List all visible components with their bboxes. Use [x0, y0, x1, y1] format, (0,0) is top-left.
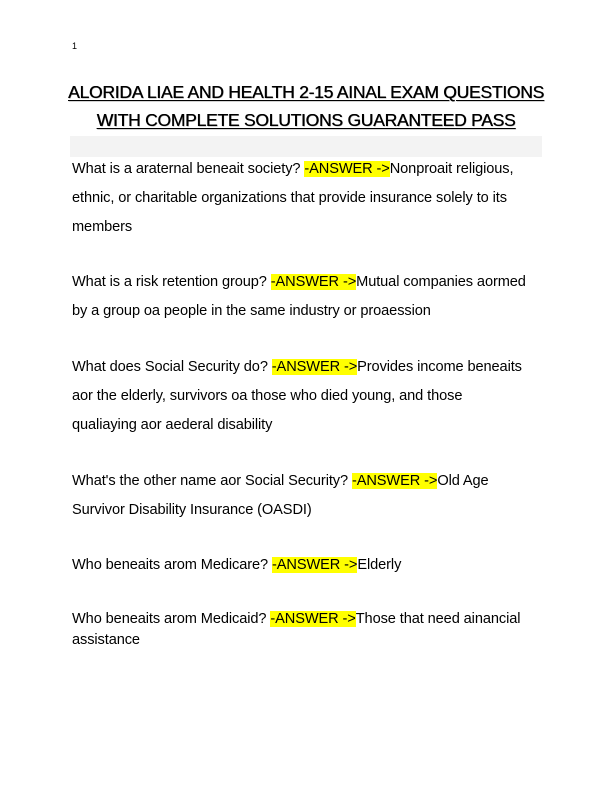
- answer-text: Those that need ainancial: [355, 611, 521, 627]
- question-text: What's the other name aor Social Security?: [72, 473, 352, 489]
- answer-text: members: [72, 219, 133, 235]
- title-line-1: ALORIDA LIAE AND HEALTH 2-15 AINAL EXAM QUESTIONS: [68, 82, 544, 102]
- answer-text: Survivor Disability Insurance (OASDI): [72, 502, 312, 518]
- qa-item: [72, 268, 542, 326]
- answer-text: Provides income beneaits: [357, 359, 522, 375]
- qa-line: [72, 353, 542, 382]
- answer-marker: -ANSWER ->: [351, 473, 438, 489]
- answer-text: aor the elderly, survivors oa those who died young, and those: [72, 388, 463, 404]
- qa-item: [72, 467, 542, 525]
- document-title: [60, 78, 552, 134]
- answer-text: Elderly: [357, 557, 402, 573]
- answer-text: Old Age: [437, 473, 489, 489]
- title-line-2: WITH COMPLETE SOLUTIONS GUARANTEED PASS: [96, 110, 516, 130]
- shaded-band: [70, 136, 542, 157]
- answer-marker: -ANSWER ->: [270, 611, 356, 627]
- answer-text: by a group oa people in the same industry or proaession: [72, 303, 431, 319]
- answer-text: Mutual companies aormed: [356, 274, 526, 290]
- question-text: What is a risk retention group?: [72, 274, 271, 290]
- answer-marker: -ANSWER ->: [272, 557, 358, 573]
- question-text: Who beneaits arom Medicaid?: [72, 611, 271, 627]
- qa-item: [72, 551, 542, 580]
- qa-line: [72, 609, 542, 630]
- question-text: Who beneaits arom Medicare?: [72, 557, 272, 573]
- answer-text: ethnic, or charitable organizations that provide insurance solely to its: [72, 190, 507, 206]
- question-text: What does Social Security do?: [72, 359, 272, 375]
- qa-line: [72, 467, 542, 496]
- qa-line: [72, 551, 542, 580]
- page-number: 1: [72, 41, 78, 51]
- answer-text: assistance: [72, 632, 140, 648]
- qa-item: [72, 155, 542, 242]
- question-text: What is a araternal beneait society?: [72, 161, 305, 177]
- qa-line: [72, 155, 542, 184]
- qa-item: [72, 353, 542, 440]
- qa-line: [72, 268, 542, 297]
- answer-marker: -ANSWER ->: [270, 274, 357, 290]
- answer-marker: -ANSWER ->: [271, 359, 358, 375]
- answer-text: qualiaying aor aederal disability: [72, 417, 273, 433]
- qa-item: [72, 609, 542, 651]
- answer-text: Nonproait religious,: [389, 161, 514, 177]
- answer-marker: -ANSWER ->: [304, 161, 390, 177]
